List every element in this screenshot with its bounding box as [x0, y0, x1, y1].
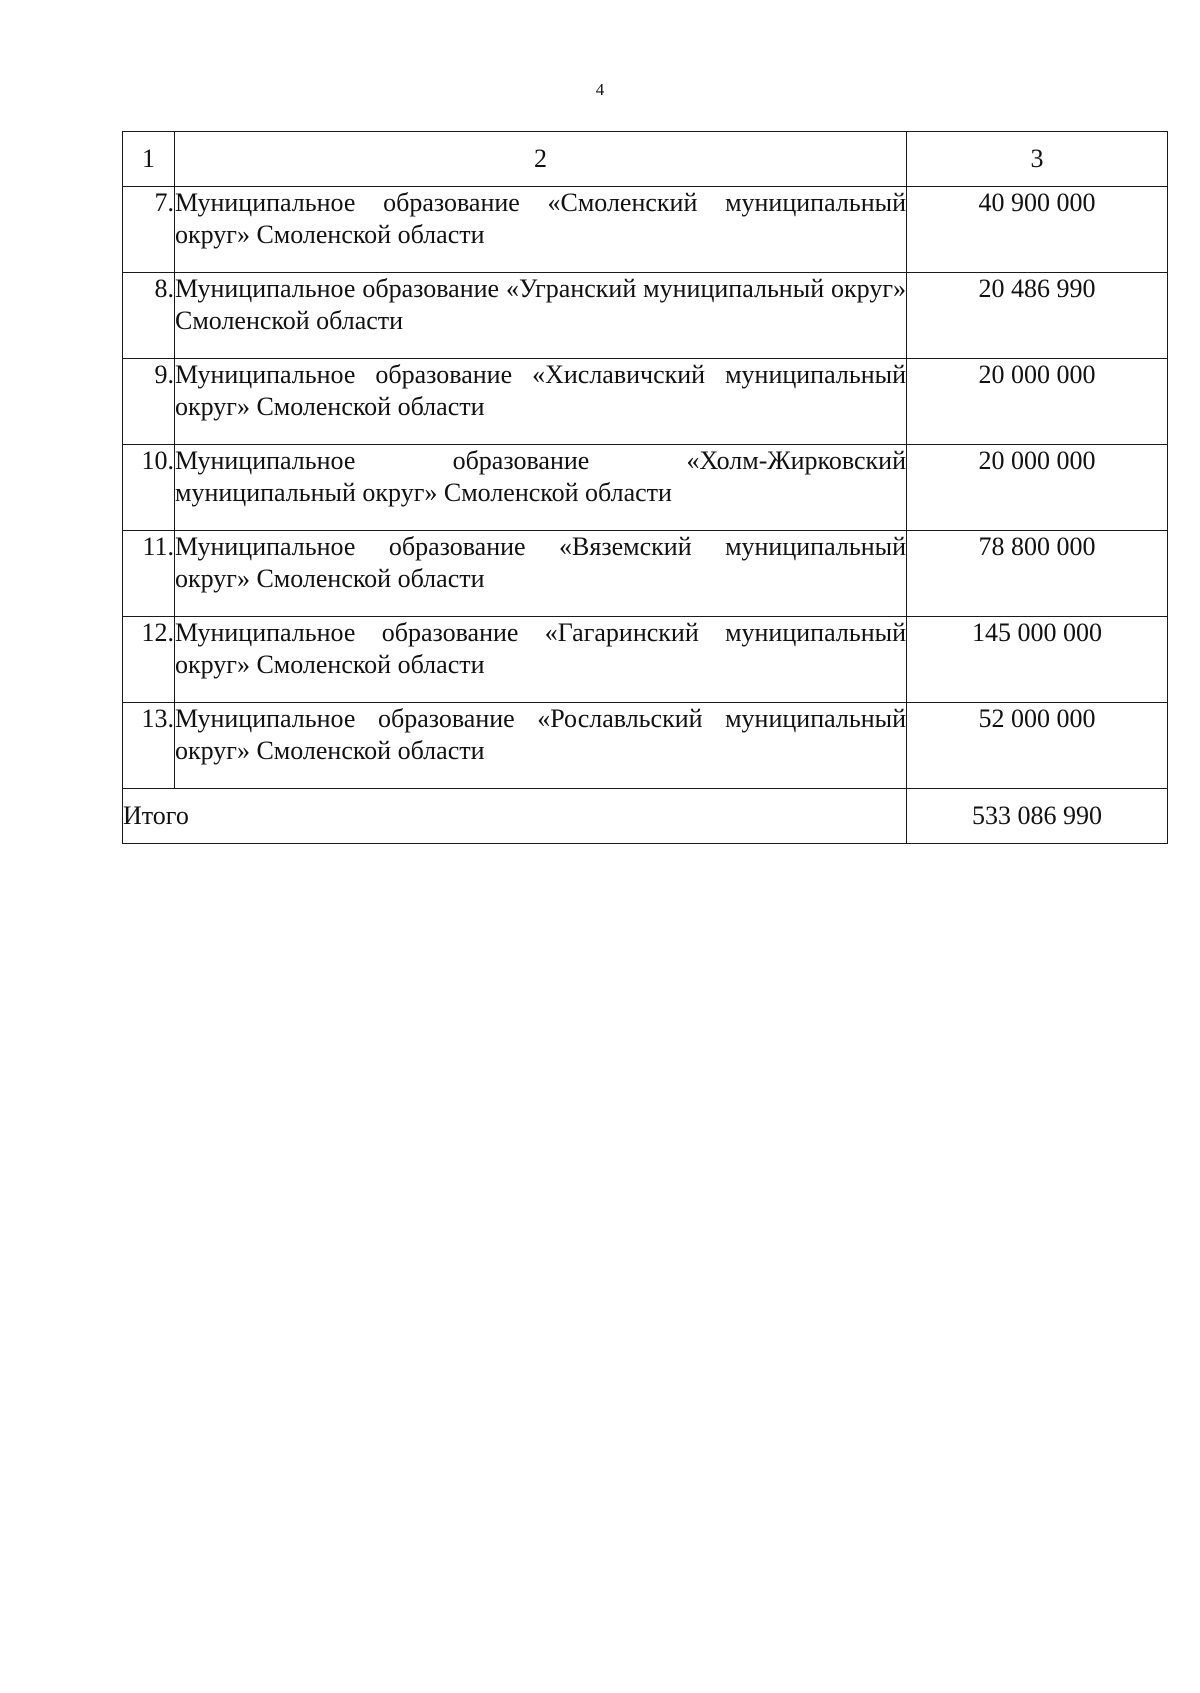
amount-value: 20 000 000 — [907, 445, 1168, 531]
table-row — [123, 273, 1168, 359]
row-number: 10. — [123, 445, 175, 531]
row-number: 11. — [123, 531, 175, 617]
column-header-3: 3 — [907, 132, 1168, 187]
municipality-name: Муниципальное образование «Смоленский муниципальный округ» Смоленской области — [175, 187, 907, 273]
amount-value: 40 900 000 — [907, 187, 1168, 273]
table-header-row — [123, 132, 1168, 187]
total-label: Итого — [123, 789, 907, 844]
table-row — [123, 703, 1168, 789]
municipality-name: Муниципальное образование «Рославльский муниципальный округ» Смоленской области — [175, 703, 907, 789]
amount-value: 20 486 990 — [907, 273, 1168, 359]
amount-value: 52 000 000 — [907, 703, 1168, 789]
municipality-name: Муниципальное образование «Угранский муниципальный округ» Смоленской области — [175, 273, 907, 359]
row-number: 9. — [123, 359, 175, 445]
row-number: 13. — [123, 703, 175, 789]
row-number: 8. — [123, 273, 175, 359]
column-header-2: 2 — [175, 132, 907, 187]
allocation-table — [122, 131, 1168, 844]
table-row — [123, 617, 1168, 703]
table-row — [123, 187, 1168, 273]
table-row — [123, 359, 1168, 445]
municipality-name: Муниципальное образование «Гагаринский муниципальный округ» Смоленской области — [175, 617, 907, 703]
total-value: 533 086 990 — [907, 789, 1168, 844]
row-number: 12. — [123, 617, 175, 703]
total-row — [123, 789, 1168, 844]
amount-value: 145 000 000 — [907, 617, 1168, 703]
municipality-name: Муниципальное образование «Хиславичский муниципальный округ» Смоленской области — [175, 359, 907, 445]
row-number: 7. — [123, 187, 175, 273]
amount-value: 78 800 000 — [907, 531, 1168, 617]
table-row — [123, 445, 1168, 531]
municipality-name: Муниципальное образование «Вяземский муниципальный округ» Смоленской области — [175, 531, 907, 617]
column-header-1: 1 — [123, 132, 175, 187]
amount-value: 20 000 000 — [907, 359, 1168, 445]
page-number: 4 — [595, 80, 605, 99]
municipality-name: Муниципальное образование «Холм-Жирковский муниципальный округ» Смоленской области — [175, 445, 907, 531]
table-row — [123, 531, 1168, 617]
